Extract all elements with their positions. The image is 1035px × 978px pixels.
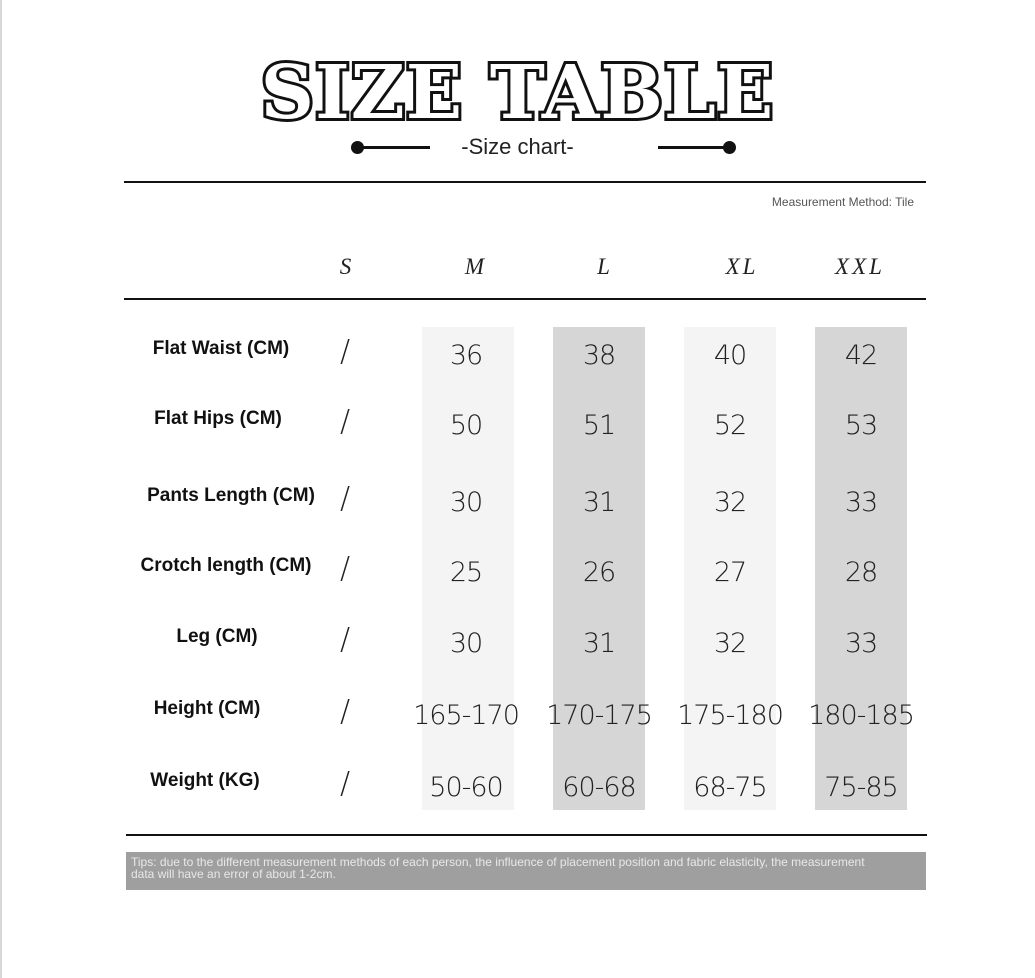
- cell-m-weight-kg: 50-60: [429, 772, 503, 803]
- cell-xl-height-cm: 175-180: [677, 700, 783, 731]
- decorative-line-right: [658, 146, 730, 149]
- row-label-flat-waist-cm: Flat Waist (CM): [152, 338, 290, 359]
- cell-xxl-height-cm: 180-185: [808, 700, 914, 731]
- cell-xxl-flat-waist-cm: 42: [844, 340, 878, 371]
- cell-xl-crotch-length-cm: 27: [713, 557, 747, 588]
- cell-l-height-cm: 170-175: [546, 700, 652, 731]
- cell-l-flat-waist-cm: 38: [582, 340, 616, 371]
- page-subtitle: -Size chart-: [461, 134, 574, 159]
- cell-xl-pants-length-cm: 32: [713, 487, 747, 518]
- cell-xxl-weight-kg: 75-85: [824, 772, 898, 803]
- cell-xxl-crotch-length-cm: 28: [844, 557, 878, 588]
- cell-l-weight-kg: 60-68: [562, 772, 636, 803]
- row-label-weight-kg: Weight (KG): [150, 770, 260, 791]
- bottom-divider: [126, 834, 927, 836]
- cell-l-crotch-length-cm: 26: [582, 557, 616, 588]
- cell-s-flat-waist-cm: /: [339, 334, 351, 369]
- cell-m-leg-cm: 30: [449, 628, 483, 659]
- cell-s-flat-hips-cm: /: [339, 404, 351, 439]
- cell-s-leg-cm: /: [339, 622, 351, 657]
- cell-m-flat-waist-cm: 36: [449, 340, 483, 371]
- cell-l-flat-hips-cm: 51: [582, 410, 616, 441]
- cell-xxl-flat-hips-cm: 53: [844, 410, 878, 441]
- decorative-dot-right: [723, 141, 736, 154]
- tips-bar: [126, 852, 926, 890]
- row-label-leg-cm: Leg (CM): [176, 626, 258, 647]
- row-label-height-cm: Height (CM): [153, 698, 261, 719]
- row-label-flat-hips-cm: Flat Hips (CM): [154, 408, 282, 429]
- size-header-m: M: [464, 254, 488, 279]
- size-header-xl: XL: [725, 254, 759, 279]
- cell-s-weight-kg: /: [339, 766, 351, 801]
- tips-text: Tips: due to the different measurement methods of each person, the influence of placement position and fabric elasticity, the measurement data will have an error of about 1-2cm.: [131, 855, 865, 881]
- cell-xxl-leg-cm: 33: [844, 628, 878, 659]
- cell-s-height-cm: /: [339, 694, 351, 729]
- cell-s-pants-length-cm: /: [339, 481, 351, 516]
- measurement-method-note: Measurement Method: Tile: [771, 195, 914, 209]
- cell-xl-flat-hips-cm: 52: [713, 410, 747, 441]
- size-header-l: L: [597, 254, 613, 279]
- cell-m-crotch-length-cm: 25: [449, 557, 483, 588]
- cell-l-pants-length-cm: 31: [582, 487, 616, 518]
- cell-xxl-pants-length-cm: 33: [844, 487, 878, 518]
- cell-m-flat-hips-cm: 50: [449, 410, 483, 441]
- size-header-xxl: XXL: [835, 254, 885, 279]
- cell-m-height-cm: 165-170: [413, 700, 519, 731]
- row-label-pants-length-cm: Pants Length (CM): [147, 485, 315, 506]
- page-title: SIZE TABLE: [260, 50, 775, 136]
- cell-xl-flat-waist-cm: 40: [713, 340, 747, 371]
- cell-l-leg-cm: 31: [582, 628, 616, 659]
- cell-s-crotch-length-cm: /: [339, 551, 351, 586]
- cell-xl-leg-cm: 32: [713, 628, 747, 659]
- cell-m-pants-length-cm: 30: [449, 487, 483, 518]
- header-divider: [124, 298, 926, 300]
- row-label-crotch-length-cm: Crotch length (CM): [140, 555, 312, 576]
- cell-xl-weight-kg: 68-75: [693, 772, 767, 803]
- top-divider: [124, 181, 926, 183]
- subtitle-row: [0, 132, 1035, 162]
- size-header-s: S: [339, 254, 355, 279]
